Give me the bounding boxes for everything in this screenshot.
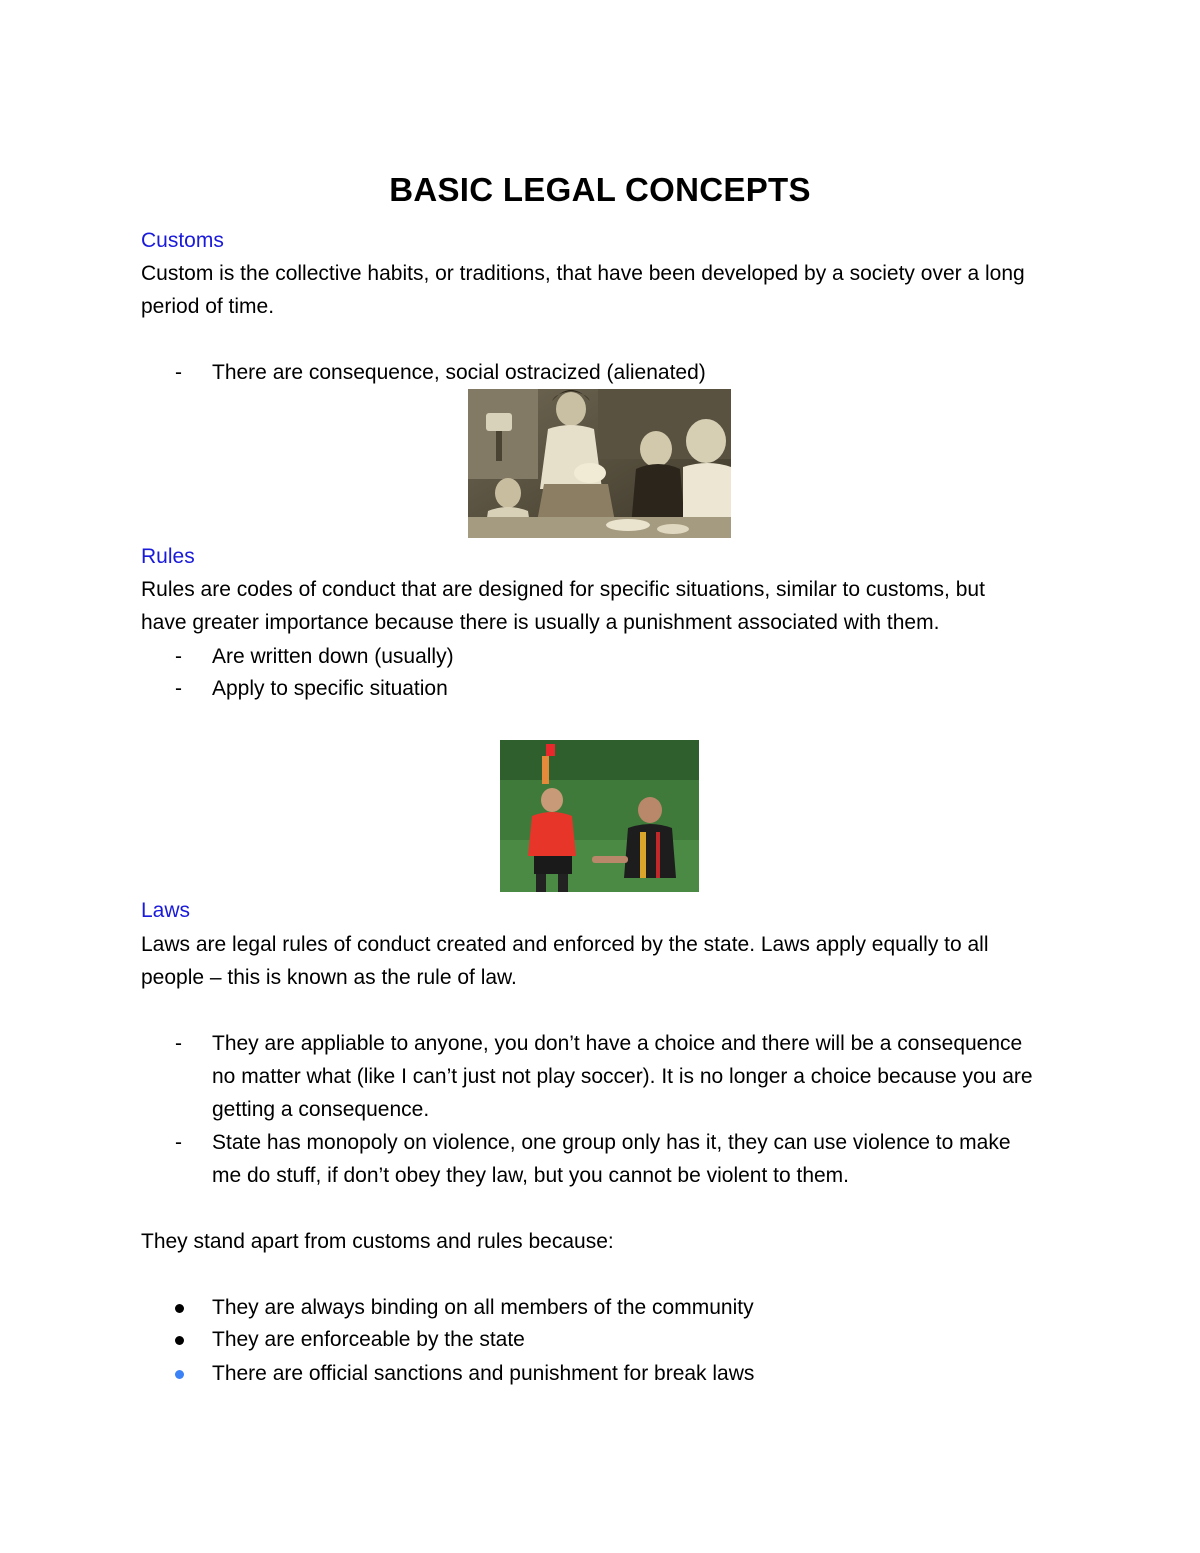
rules-paragraph-line: Rules are codes of conduct that are designed for specific situations, similar to customs, but <box>141 578 985 601</box>
dash-marker: - <box>175 1131 182 1154</box>
laws-bullet-line: getting a consequence. <box>212 1098 430 1121</box>
laws-paragraph-line: Laws are legal rules of conduct created and enforced by the state. Laws apply equally to all <box>141 933 989 956</box>
rules-paragraph <box>141 573 1071 639</box>
laws-summary-text: They are always binding on all members of the community <box>212 1296 754 1319</box>
dash-marker: - <box>175 677 182 700</box>
customs-paragraph-line: Custom is the collective habits, or traditions, that have been developed by a society over a long <box>141 262 1025 285</box>
dash-marker: - <box>175 361 182 384</box>
customs-heading: Customs <box>141 229 224 252</box>
dash-marker: - <box>175 1032 182 1055</box>
laws-bullet-line: They are appliable to anyone, you don’t have a choice and there will be a consequence <box>212 1032 1023 1055</box>
bullet-dot-icon <box>175 1370 184 1379</box>
rules-heading: Rules <box>141 545 195 568</box>
rules-bullet-text: Apply to specific situation <box>212 677 448 700</box>
dash-marker: - <box>175 645 182 668</box>
document-title: BASIC LEGAL CONCEPTS <box>389 171 811 208</box>
customs-paragraph-line: period of time. <box>141 295 275 318</box>
rules-paragraph-line: have greater importance because there is usually a punishment associated with them. <box>141 611 940 634</box>
laws-bullet-text <box>212 1027 1072 1126</box>
laws-bullet-text <box>212 1126 1072 1192</box>
rules-bullet-text: Are written down (usually) <box>212 645 454 668</box>
laws-summary-text: There are official sanctions and punishment for break laws <box>212 1362 755 1385</box>
family-dinner-photo <box>468 389 731 538</box>
laws-bullet-line: me do stuff, if don’t obey they law, but you cannot be violent to them. <box>212 1164 850 1187</box>
bullet-dot-icon <box>175 1304 184 1313</box>
customs-paragraph <box>141 257 1071 323</box>
laws-heading: Laws <box>141 899 191 922</box>
laws-paragraph-line: people – this is known as the rule of law. <box>141 966 517 989</box>
laws-bullet-line: no matter what (like I can’t just not play soccer). It is no longer a choice because you are <box>212 1065 1033 1088</box>
laws-summary-intro: They stand apart from customs and rules because: <box>141 1230 614 1253</box>
referee-red-card-photo <box>500 740 699 892</box>
laws-paragraph <box>141 928 1071 994</box>
laws-summary-text: They are enforceable by the state <box>212 1328 525 1351</box>
laws-bullet-line: State has monopoly on violence, one group only has it, they can use violence to make <box>212 1131 1011 1154</box>
customs-bullet-text: There are consequence, social ostracized (alienated) <box>212 361 706 384</box>
bullet-dot-icon <box>175 1336 184 1345</box>
